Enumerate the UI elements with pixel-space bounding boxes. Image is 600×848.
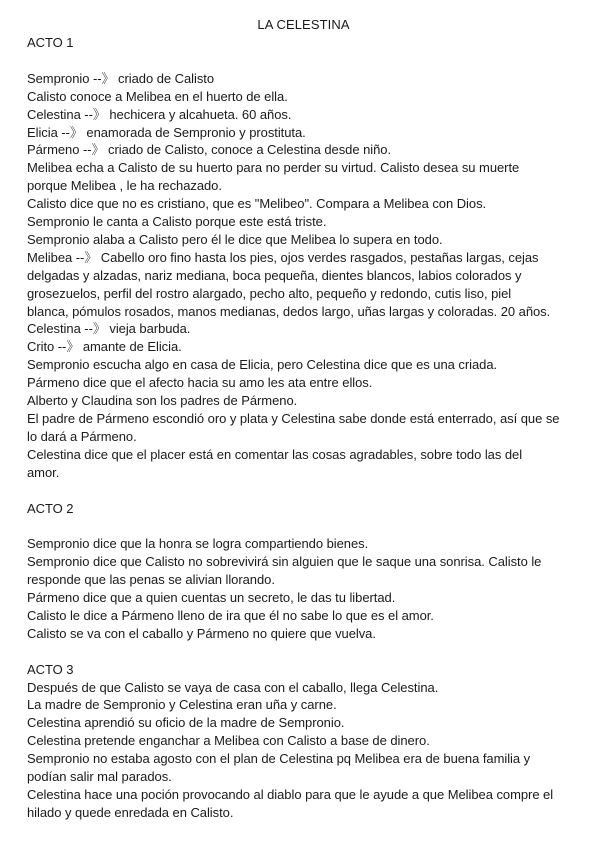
text-line: Crito --》 amante de Elicia. <box>27 339 182 355</box>
text-line: Melibea --》 Cabello oro fino hasta los pies, ojos verdes rasgados, pestañas largas, cejas <box>27 249 539 265</box>
text-line: Sempronio dice que la honra se logra compartiendo bienes. <box>27 536 369 552</box>
text-line: Sempronio no estaba agosto con el plan de Celestina pq Melibea era de buena familia y <box>27 751 531 767</box>
text-line: porque Melibea , le ha rechazado. <box>27 178 222 194</box>
act-heading: ACTO 1 <box>27 35 74 50</box>
text-line: amor. <box>27 464 60 480</box>
text-line: Celestina aprendió su oficio de la madre de Sempronio. <box>27 715 345 731</box>
document-title: LA CELESTINA <box>257 17 350 32</box>
text-line: Alberto y Claudina son los padres de Pármeno. <box>27 393 298 409</box>
text-line: Pármeno dice que el afecto hacia su amo les ata entre ellos. <box>27 375 373 391</box>
text-line: Celestina dice que el placer está en comentar las cosas agradables, sobre todo las del <box>27 446 523 462</box>
text-line: Sempronio alaba a Calisto pero él le dice que Melibea lo supera en todo. <box>27 231 443 247</box>
text-line: grosezuelos, perfil del rostro alargado, pecho alto, pequeño y redondo, cutis liso, piel <box>27 285 512 301</box>
document-body <box>27 34 580 822</box>
blank-line <box>27 482 580 500</box>
text-line: delgadas y alzadas, nariz mediana, boca pequeña, dientes blancos, labios colorados y <box>27 267 522 283</box>
text-line: lo dará a Pármeno. <box>27 428 137 444</box>
text-line: Celestina hace una poción provocando al diablo para que le ayude a que Melibea compre el <box>27 787 554 802</box>
text-line: Calisto le dice a Pármeno lleno de ira que él no sabe lo que es el amor. <box>27 607 434 623</box>
text-line: El padre de Pármeno escondió oro y plata y Celestina sabe donde está enterrado, así que se <box>27 411 560 427</box>
text-line: La madre de Sempronio y Celestina eran uña y carne. <box>27 697 337 713</box>
text-line: blanca, pómulos rosados, manos medianas, dedos largo, uñas largas y coloradas. 20 años. <box>27 303 551 319</box>
act-heading: ACTO 3 <box>27 661 74 677</box>
text-line: Después de que Calisto se vaya de casa con el caballo, llega Celestina. <box>27 679 439 695</box>
text-line: Elicia --》 enamorada de Sempronio y prostituta. <box>27 124 306 140</box>
text-line: Celestina pretende enganchar a Melibea con Calisto a base de dinero. <box>27 733 430 749</box>
text-line: Celestina --》 hechicera y alcahueta. 60 años. <box>27 106 292 122</box>
blank-line <box>27 517 580 535</box>
text-line: Melibea echa a Calisto de su huerto para no perder su virtud. Calisto desea su muerte <box>27 160 520 176</box>
text-line: Calisto dice que no es cristiano, que es "Melibeo". Compara a Melibea con Dios. <box>27 196 487 212</box>
blank-line <box>27 52 580 70</box>
text-line: Sempronio le canta a Calisto porque este está triste. <box>27 214 327 230</box>
text-line: hilado y quede enredada en Calisto. <box>27 804 234 820</box>
act-heading: ACTO 2 <box>27 500 74 516</box>
text-line: Pármeno --》 criado de Calisto, conoce a Celestina desde niño. <box>27 142 392 158</box>
text-line: Celestina --》 vieja barbuda. <box>27 321 191 337</box>
text-line: responde que las penas se alivian llorando. <box>27 572 275 588</box>
text-line: Calisto conoce a Melibea en el huerto de ella. <box>27 88 288 104</box>
text-line: podían salir mal parados. <box>27 769 172 785</box>
text-line: Sempronio dice que Calisto no sobrevivirá sin alguien que le saque una sonrisa. Calisto le <box>27 554 542 570</box>
blank-line <box>27 643 580 661</box>
text-line: Sempronio --》 criado de Calisto <box>27 70 215 86</box>
text-line: Pármeno dice que a quien cuentas un secreto, le das tu libertad. <box>27 590 396 606</box>
text-line: Sempronio escucha algo en casa de Elicia, pero Celestina dice que es una criada. <box>27 357 498 373</box>
text-line: Calisto se va con el caballo y Pármeno no quiere que vuelva. <box>27 625 376 641</box>
